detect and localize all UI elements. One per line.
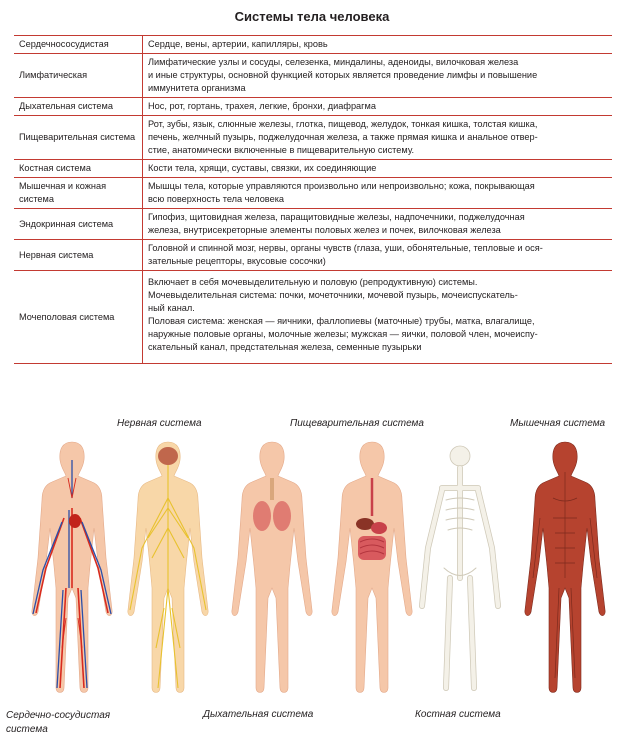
description-line: Головной и спинной мозг, нервы, органы чувств (глаза, уши, обонятельные, тепловые и ося- — [148, 243, 543, 253]
description-line: Лимфатические узлы и сосуды, селезенка, миндалины, аденоиды, вилочковая железа — [148, 57, 519, 67]
caption-digestive: Пищеварительная система — [290, 418, 424, 429]
caption-respiratory: Дыхательная система — [203, 709, 314, 720]
table-row — [14, 240, 612, 271]
description-line: иммунитета организма — [148, 83, 246, 93]
heart-icon — [69, 514, 81, 528]
description-line: Мышцы тела, которые управляются произвольно или непроизвольно; кожа, покрывающая — [148, 181, 535, 191]
system-description — [143, 271, 613, 364]
system-description — [143, 116, 613, 160]
muscular-figure — [515, 438, 615, 703]
system-description — [143, 178, 613, 209]
system-name: Мышечная и кожная система — [14, 178, 143, 209]
description-line: зательные рецепторы, вкусовые сосочки) — [148, 256, 326, 266]
description-line: и иные структуры, основной функцией которых является проведение лимфы и повышение — [148, 70, 538, 80]
description-line: Мочевыделительная система: почки, мочеточники, мочевой пузырь, мочеиспускатель- — [148, 290, 518, 300]
body-systems-table — [14, 35, 612, 364]
description-line: наружные половые органы, молочные железы; мужская — яички, половой член, мочеиспу- — [148, 329, 538, 339]
description-line: скательный канал, предстательная железа, семенные пузырьки — [148, 342, 422, 352]
digestive-figure — [322, 438, 422, 703]
system-description — [143, 240, 613, 271]
description-line: всю поверхность тела человека — [148, 194, 285, 204]
system-name: Сердечнососудистая — [14, 36, 143, 54]
nervous-figure — [118, 438, 218, 703]
system-name: Пищеварительная система — [14, 116, 143, 160]
description-line: железа, внутрисекреторные элементы половых желез и почек, вилочковая железа — [148, 225, 501, 235]
table-row — [14, 160, 612, 178]
table-row — [14, 36, 612, 54]
system-description — [143, 98, 613, 116]
stomach-icon — [371, 522, 387, 534]
system-name: Мочеполовая система — [14, 271, 143, 364]
description-line: Гипофиз, щитовидная железа, паращитовидные железы, надпочечники, поджелудочная — [148, 212, 525, 222]
description-line: Сердце, вены, артерии, капилляры, кровь — [148, 39, 328, 49]
table-row — [14, 116, 612, 160]
skeleton — [422, 446, 498, 688]
system-name: Лимфатическая — [14, 54, 143, 98]
table-row — [14, 178, 612, 209]
description-line: печень, желчный пузырь, поджелудочная железа, а также прямая кишка и анальное отвер- — [148, 132, 538, 142]
caption-cardiovascular: Сердечно-сосудистая система — [6, 710, 111, 735]
table-row — [14, 209, 612, 240]
description-line: ный канал. — [148, 303, 195, 313]
table-row — [14, 54, 612, 98]
lung-right-icon — [273, 501, 291, 531]
intestine-icon — [358, 536, 386, 560]
respiratory-figure — [222, 438, 322, 703]
system-description — [143, 54, 613, 98]
caption-skeletal: Костная система — [415, 709, 501, 720]
system-name: Дыхательная система — [14, 98, 143, 116]
description-line: Нос, рот, гортань, трахея, легкие, бронхи, диафрагма — [148, 101, 376, 111]
body-systems-illustrations — [0, 410, 624, 741]
skull-icon — [450, 446, 470, 466]
skeletal-figure — [410, 438, 510, 703]
lung-left-icon — [253, 501, 271, 531]
table-row — [14, 271, 612, 364]
system-name: Нервная система — [14, 240, 143, 271]
description-line: Рот, зубы, язык, слюнные железы, глотка, пищевод, желудок, тонкая кишка, толстая кишка, — [148, 119, 538, 129]
cardiovascular-figure — [22, 438, 122, 703]
brain-icon — [158, 447, 178, 465]
caption-nervous: Нервная система — [117, 418, 202, 429]
description-line: Кости тела, хрящи, суставы, связки, их соединяющие — [148, 163, 377, 173]
system-name: Эндокринная система — [14, 209, 143, 240]
caption-muscular: Мышечная система — [510, 418, 606, 429]
description-line: Включает в себя мочевыделительную и половую (репродуктивную) системы. — [148, 277, 478, 287]
system-description — [143, 160, 613, 178]
system-description — [143, 209, 613, 240]
description-line: стие, анатомически включенные в пищеварительную систему. — [148, 145, 415, 155]
description-line: Половая система: женская — яичники, фаллопиевы (маточные) трубы, матка, влагалище, — [148, 316, 535, 326]
system-description — [143, 36, 613, 54]
system-name: Костная система — [14, 160, 143, 178]
table-row — [14, 98, 612, 116]
page-title: Системы тела человека — [234, 9, 390, 24]
